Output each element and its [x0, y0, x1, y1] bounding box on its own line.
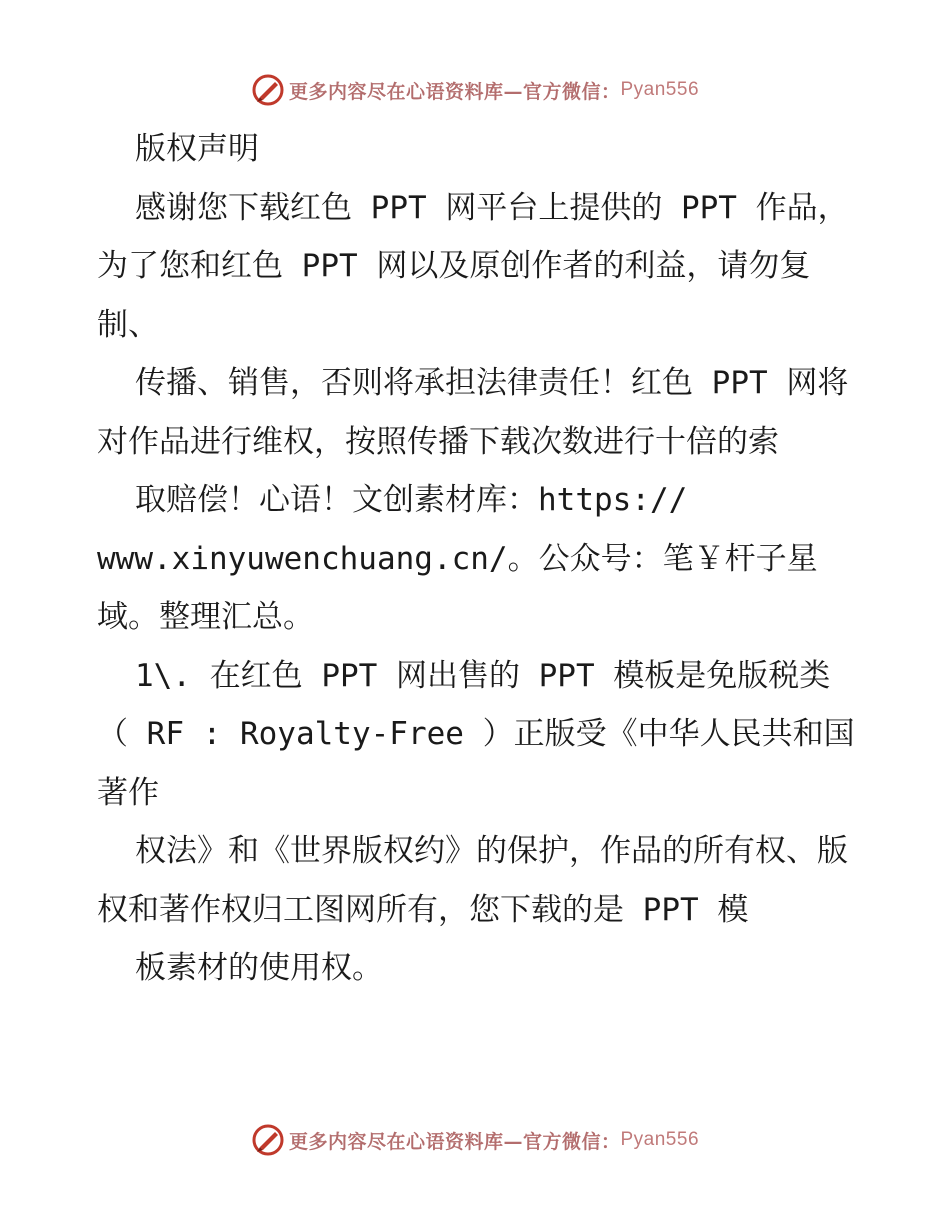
footer-wechat-id: Pyan556 [620, 1129, 700, 1150]
header-banner-text: 更多内容尽在心语资料库—官方微信： [288, 80, 621, 103]
paragraph-3: 取赔偿！心语！文创素材库：https:// [135, 482, 688, 518]
paragraph-7: 板素材的使用权。 [135, 950, 383, 986]
page-header [0, 70, 950, 110]
page-footer [0, 1120, 950, 1160]
footer-banner-text: 更多内容尽在心语资料库—官方微信： [288, 1130, 621, 1153]
header-banner [251, 73, 699, 107]
paragraph-4: www.xinyuwenchuang.cn/。公众号：笔￥杆子星域。整理汇总。 [97, 540, 818, 635]
paragraph-2: 传播、销售，否则将承担法律责任！红色 PPT 网将对作品进行维权，按照传播下载次数进行十倍的索 [97, 365, 849, 460]
paragraph-6: 权法》和《世界版权约》的保护，作品的所有权、版权和著作权归工图网所有，您下载的是 PPT 模 [97, 833, 848, 928]
pen-logo-icon [251, 1123, 285, 1157]
document-body [97, 120, 857, 998]
pen-logo-icon [251, 73, 285, 107]
doc-title: 版权声明 [135, 131, 259, 167]
paragraph-5: 1\. 在红色 PPT 网出售的 PPT 模板是免版税类（ RF : Royalty-Free ）正版受《中华人民共和国著作 [97, 657, 855, 811]
paragraph-1: 感谢您下载红色 PPT 网平台上提供的 PPT 作品，为了您和红色 PPT 网以及原创作者的利益，请勿复制、 [97, 189, 849, 343]
footer-banner [251, 1123, 699, 1157]
header-wechat-id: Pyan556 [620, 79, 700, 100]
